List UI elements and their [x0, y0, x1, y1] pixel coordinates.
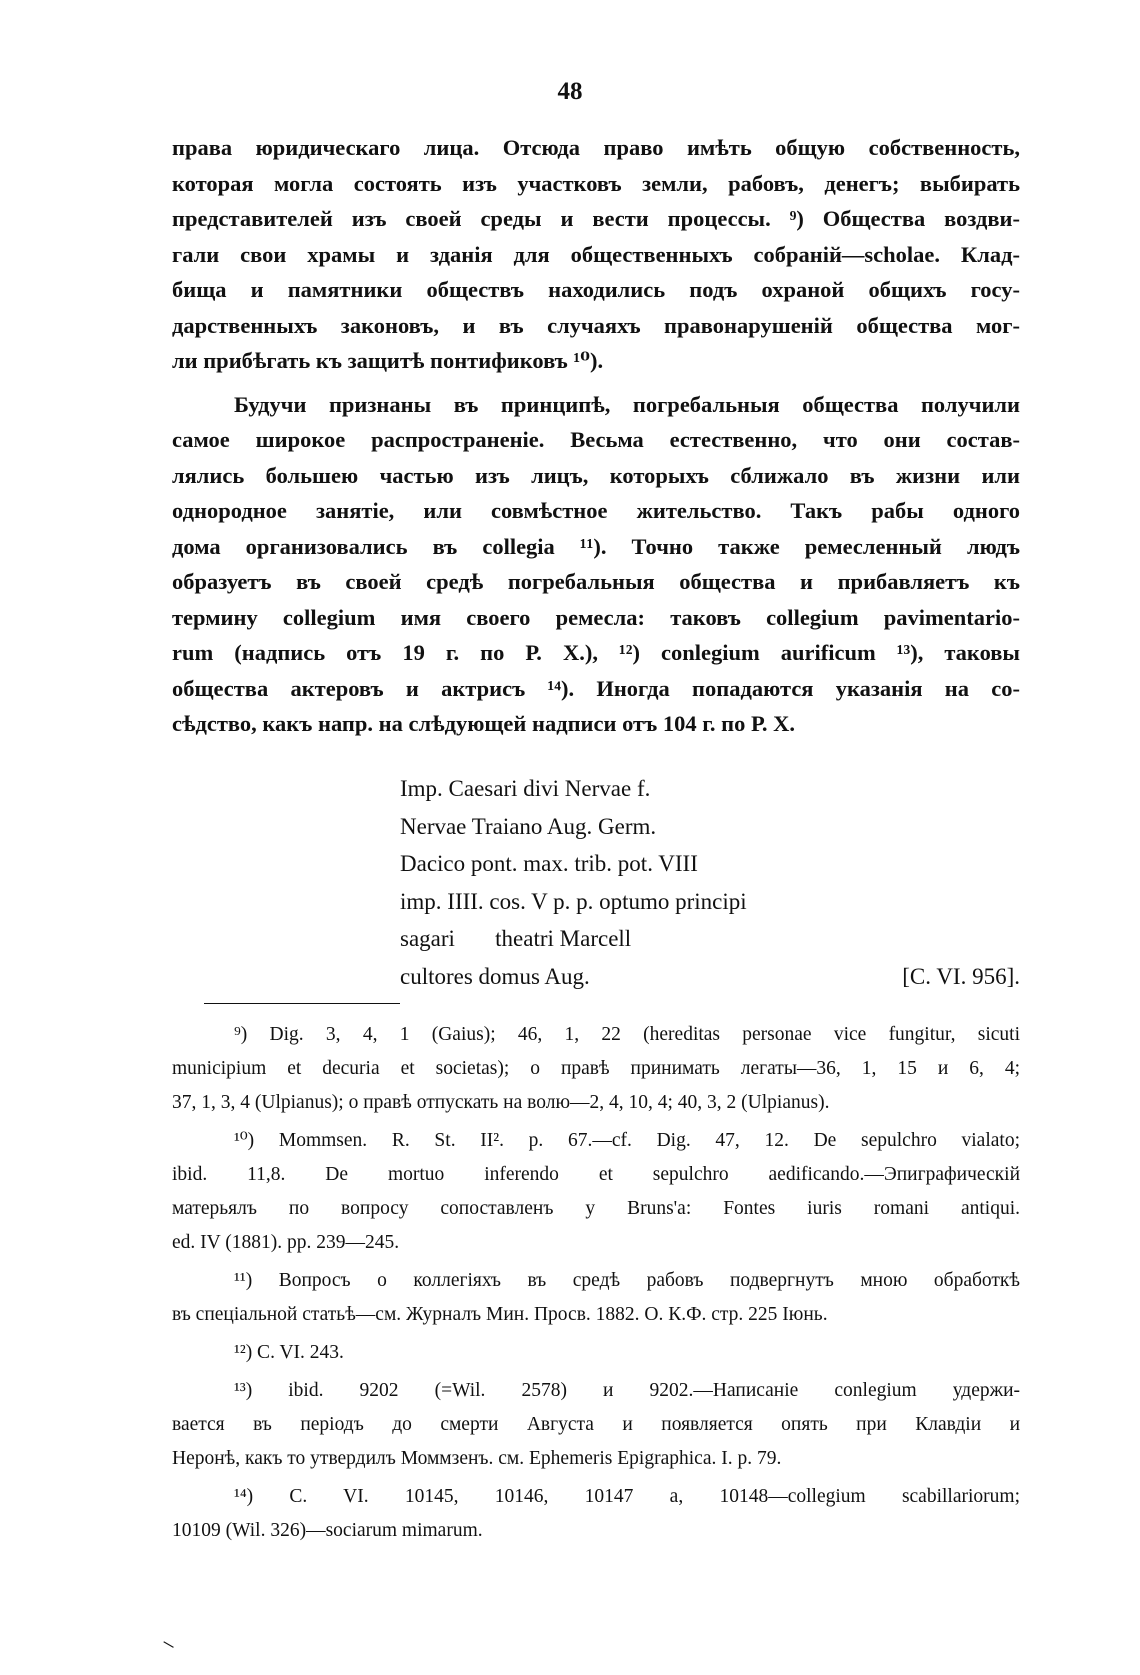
scan-mark-icon: ‒ [158, 1628, 181, 1657]
text-line: права юридическаго лица. Отсюда право имѣть общую собственность, [172, 135, 1020, 160]
footnote-line: ¹³) ibid. 9202 (=Wil. 2578) и 9202.—Написаніе conlegium удержи- [234, 1380, 1020, 1401]
text-line: образуетъ въ своей средѣ погребальныя общества и прибавляетъ къ [172, 569, 1020, 594]
text-line: дарственныхъ законовъ, и въ случаяхъ правонарушеній общества мог- [172, 312, 1020, 338]
footnote-line: 37, 1, 3, 4 (Ulpianus); о правѣ отпускать на волю—2, 4, 10, 4; 40, 3, 2 (Ulpianus). [172, 1092, 830, 1113]
footnote-line: 10109 (Wil. 326)—sociarum mimarum. [172, 1520, 483, 1541]
inscription-reference: [C. VI. 956]. [902, 963, 1020, 989]
footnote-line: вается въ періодъ до смерти Августа и появляется опять при Клавдіи и [172, 1414, 1020, 1435]
footnote-9 [172, 1018, 1020, 1120]
text-line: rum (надпись отъ 19 г. по Р. Х.), ¹²) conlegium aurificum ¹³), таковы [172, 640, 1020, 665]
footnote-line: ⁹) Dig. 3, 4, 1 (Gaius); 46, 1, 22 (hereditas personae vice fungitur, sicuti [234, 1024, 1020, 1045]
text-line: бища и памятники обществъ находились подъ охраной общихъ госу- [172, 277, 1020, 302]
footnote-line: municipium et decuria et societas); о правѣ принимать легаты—36, 1, 15 и 6, 4; [172, 1058, 1020, 1079]
text-line: сѣдство, какъ напр. на слѣдующей надписи отъ 104 г. по Р. Х. [172, 711, 796, 736]
text-line: которая могла состоять изъ участковъ земли, рабовъ, денегъ; выбирать [172, 170, 1020, 196]
text-line: гали свои храмы и зданія для общественныхъ собраній—scholae. Клад- [172, 241, 1020, 267]
footnote-11 [172, 1264, 1020, 1332]
footnote-14 [172, 1480, 1020, 1548]
footnote-line: ¹¹) Вопросъ о коллегіяхъ въ средѣ рабовъ подвергнутъ мною обработкѣ [234, 1270, 1020, 1291]
footnote-line: ¹⁰) Mommsen. R. St. II². p. 67.—cf. Dig. 47, 12. De sepulchro vialato; [234, 1130, 1020, 1151]
text-line: однородное занятіе, или совмѣстное жительство. Такъ рабы одного [172, 498, 1020, 523]
inscription-line: imp. IIII. cos. V p. p. optumo principi [400, 888, 747, 914]
footnote-line: ed. IV (1881). pp. 239—245. [172, 1232, 400, 1253]
text-line: ли прибѣгать къ защитѣ понтификовъ ¹⁰). [172, 348, 604, 373]
footnote-line: матерьялъ по вопросу сопоставленъ у Bruns'a: Fontes iuris romani antiqui. [172, 1198, 1020, 1219]
footnote-10 [172, 1124, 1020, 1260]
text-line: дома организовались въ collegia ¹¹). Точно также ремесленный людъ [172, 533, 1020, 559]
footnote-line: въ спеціальной статьѣ—см. Журналъ Мин. Просв. 1882. О. К.Ф. стр. 225 Іюнь. [172, 1304, 828, 1325]
text-line: Будучи признаны въ принципѣ, погребальныя общества получили [234, 391, 1020, 417]
footnote-line: ibid. 11,8. De mortuo inferendo et sepulchro aedificando.—Эпиграфическій [172, 1164, 1020, 1185]
inscription-line: cultores domus Aug. [400, 963, 590, 989]
inscription-last-row [400, 958, 1020, 996]
latin-inscription [400, 770, 1020, 995]
footnote-12 [172, 1336, 1020, 1370]
footnote-13 [172, 1374, 1020, 1476]
footnote-line: ¹²) C. VI. 243. [234, 1342, 344, 1363]
inscription-line: sagari theatri Marcell [400, 926, 632, 951]
page-number: 48 [557, 78, 583, 105]
footnote-divider [204, 1003, 400, 1004]
text-line: лялись большею частью изъ лицъ, которыхъ сближало въ жизни или [172, 462, 1020, 488]
inscription-line: Dacico pont. max. trib. pot. VIII [400, 851, 698, 876]
paragraph-gap [172, 379, 1020, 387]
inscription-line: Nervae Traiano Aug. Germ. [400, 813, 657, 839]
inscription-line: Imp. Caesari divi Nervae f. [400, 776, 651, 801]
text-line: общества актеровъ и актрисъ ¹⁴). Иногда попадаются указанія на со- [172, 675, 1020, 701]
paragraph-2 [172, 387, 1020, 742]
footnotes [172, 1018, 1020, 1548]
text-line: термину collegium имя своего ремесла: таковъ collegium pavimentario- [172, 604, 1020, 630]
footnote-line: ¹⁴) C. VI. 10145, 10146, 10147 a, 10148—collegium scabillariorum; [234, 1486, 1020, 1507]
footnote-line: Неронѣ, какъ то утвердилъ Моммзенъ. см. Ephemeris Epigraphica. I. p. 79. [172, 1448, 782, 1469]
paragraph-1 [172, 130, 1020, 379]
text-line: представителей изъ своей среды и вести процессы. ⁹) Общества воздви- [172, 206, 1020, 231]
text-line: самое широкое распространеніе. Весьма естественно, что они состав- [172, 427, 1020, 452]
main-text [172, 130, 1020, 742]
